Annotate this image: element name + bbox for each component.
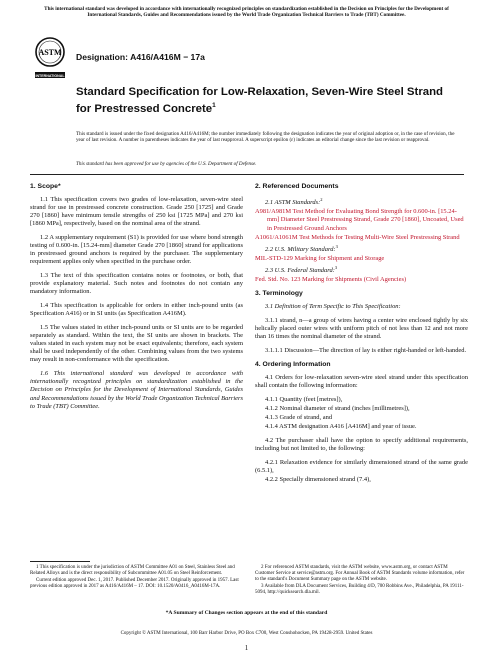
ordering-heading: 4. Ordering Information xyxy=(255,360,331,368)
svg-text:ASTM: ASTM xyxy=(38,48,62,57)
footnote-divider xyxy=(30,561,90,562)
ref-a1061-link[interactable]: A1061/A1061M xyxy=(255,233,298,241)
para-1-3: 1.3 The text of this specification contains notes or footnotes, or both, that provide explanatory material. Such notes and footnotes do not contain any mandatory information. xyxy=(30,272,243,296)
footnotes-right xyxy=(255,565,468,597)
para-4-2-1: 4.2.1 Relaxation evidence for similarly dimensioned strand of the same grade (6.5.1), xyxy=(255,458,468,474)
footnote-1-edition: Current edition approved Dec. 1, 2017. Published December 2017. Originally approved in 1957. Last previous edition approved in 2017 as A416/A416M – 17. DOI: 10.1520/A0416_A0416M-17A. xyxy=(30,578,239,590)
footnote-3: 3 Available from DLA Document Services, Building 4/D, 700 Robbins Ave., Philadelphia, PA 19111-5094, http://quicksearch.dla.mil. xyxy=(255,584,464,596)
title-footnote-ref[interactable]: 1 xyxy=(212,102,216,109)
copyright-line: Copyright © ASTM International, 100 Barr Harbor Drive, PO Box C700, West Conshohocken, PA 19428-2959. United States xyxy=(120,631,373,636)
footnote-2: 2 For referenced ASTM standards, visit the ASTM website, www.astm.org, or contact ASTM Customer Service at service@astm.org. For Annual Book of ASTM Standards volume information, refer to the standard's Document Summary page on the ASTM website. xyxy=(255,565,465,583)
astm-logo xyxy=(34,36,66,82)
referenced-documents-heading: 2. Referenced Documents xyxy=(255,183,339,190)
para-1-5: 1.5 The values stated in either inch-pound units or SI units are to be regarded separately as standard. Within the text, the SI units are shown in brackets. The values stated in each system may not be exact equivalents; therefore, each system shall be used independently of the other. Combining values from the two systems may result in non-conformance with the specification. xyxy=(30,324,243,364)
scope-heading: 1. Scope* xyxy=(30,183,61,190)
page-number: 1 xyxy=(244,644,249,652)
federal-standard-label: 2.3 U.S. Federal Standard:$^3$ xyxy=(265,265,338,275)
para-4-1: 4.1 Orders for low-relaxation seven-wire steel strand under this specification shall contain the following information: xyxy=(255,374,468,390)
left-column xyxy=(30,183,243,416)
approved-note: This standard has been approved for use by agencies of the U.S. Department of Defense. xyxy=(76,161,257,167)
para-4-2-2: 4.2.2 Specially dimensioned strand (7.4), xyxy=(265,476,371,484)
ref-mil-std-129-link[interactable]: MIL-STD-129 xyxy=(255,254,293,262)
wto-notice: This international standard was developed in accordance with internationally recognized principles on standardization established in the Decision on Principles for the Development of International Standards, Guides and Recommendations issued by the World Trade Organization Technical Barriers to Trade (TBT) Committee. xyxy=(44,6,449,19)
issued-note: This standard is issued under the fixed designation A416/A416M; the number immediately following the designation indicates the year of original adoption or, in the case of revision, the year of last revision. A number in parentheses indicates the year of last reapproval. A superscript epsilon (ε) indicates an editorial change since the last revision or reapproval. xyxy=(76,131,455,144)
para-3-1-1: 3.1.1 strand, n—a group of wires having a center wire enclosed tightly by six helically placed outer wires with uniform pitch of not less than 12 and not more than 16 times the nominal diameter of the strand. xyxy=(255,317,468,341)
para-1-2: 1.2 A supplementary requirement (S1) is provided for use where bond strength testing of 0.600-in. [15.24-mm] diameter Grade 270 [1860] strand for applications in prestressed ground anchors is required by the purchaser. The supplementary requirement applies only when specified in the purchase order. xyxy=(30,234,243,266)
para-4-1-2: 4.1.2 Nominal diameter of strand (inches [millimetres]), xyxy=(265,405,410,413)
ref-mil-std-129: MIL-STD-129 Marking for Shipment and Storage xyxy=(255,254,385,262)
para-1-1: 1.1 This specification covers two grades of low-relaxation, seven-wire steel strand for use in prestressed concrete construction. Grade 250 [1725] and Grade 270 [1860] have minimum tensile strengths of 250 ksi [1725 MPa] and 270 ksi [1860 MPa], respectively, based on the nominal area of the strand. xyxy=(30,196,243,228)
footnote-1: 1 This specification is under the jurisdiction of ASTM Committee A01 on Steel, Stainless Steel and Related Alloys and is the direct responsibility of Subcommittee A01.05 on Steel Reinforcement. xyxy=(30,565,235,577)
svg-text:INTERNATIONAL: INTERNATIONAL xyxy=(35,73,65,78)
footnotes-left xyxy=(30,565,243,591)
ref-a981-link[interactable]: A981/A981M xyxy=(255,208,292,216)
ref-a981: A981/A981M Test Method for Evaluating Bond Strength for 0.600-in. [15.24-mm] Diameter Steel Prestressing Strand, Grade 270 [1860], Uncoated, Used in Prestressed Ground Anchors xyxy=(255,208,464,232)
para-1-6: 1.6 This international standard was developed in accordance with internationally recognized principles on standardization established in the Decision on Principles for the Development of International Standards, Guides and Recommendations issued by the World Trade Organization Technical Barriers to Trade (TBT) Committee. xyxy=(30,370,243,410)
summary-of-changes-note: *A Summary of Changes section appears at the end of this standard xyxy=(165,610,328,616)
para-4-1-4: 4.1.4 ASTM designation A416 [A416M] and year of issue. xyxy=(265,423,417,431)
page-title xyxy=(76,86,446,116)
para-4-1-1: 4.1.1 Quantity (feet [metres]), xyxy=(265,395,343,403)
ref-a1061: A1061/A1061M Test Methods for Testing Multi-Wire Steel Prestressing Strand xyxy=(255,233,460,241)
terminology-heading: 3. Terminology xyxy=(255,290,303,298)
designation: Designation: A416/A416M − 17a xyxy=(76,52,205,62)
header-divider xyxy=(30,174,464,175)
astm-standards-label: 2.1 ASTM Standards:$^2$ xyxy=(265,197,323,207)
para-4-1-3: 4.1.3 Grade of strand, and xyxy=(265,414,333,422)
para-3-1-1-1: 3.1.1.1 Discussion—The direction of lay is either right-handed or left-handed. xyxy=(265,347,467,355)
military-standard-label: 2.2 U.S. Military Standard:$^3$ xyxy=(265,243,338,253)
ref-fed-std-123: Fed. Std. No. 123 Marking for Shipments (Civil Agencies) xyxy=(255,276,407,284)
ref-fed-std-123-link[interactable]: Fed. Std. No. 123 xyxy=(255,276,301,284)
para-1-4: 1.4 This specification is applicable for orders in either inch-pound units (as Specification A416) or in SI units (as Specification A416M). xyxy=(30,302,243,318)
para-3-1: 3.1 Definition of Term Specific to This Specification: xyxy=(265,303,401,311)
title-text: Standard Specification for Low-Relaxation, Seven-Wire Steel Strand for Prestressed Concrete xyxy=(76,86,444,115)
right-column xyxy=(255,183,468,490)
para-4-2: 4.2 The purchaser shall have the option to specify additional requirements, including but not limited to, the following: xyxy=(255,437,468,453)
